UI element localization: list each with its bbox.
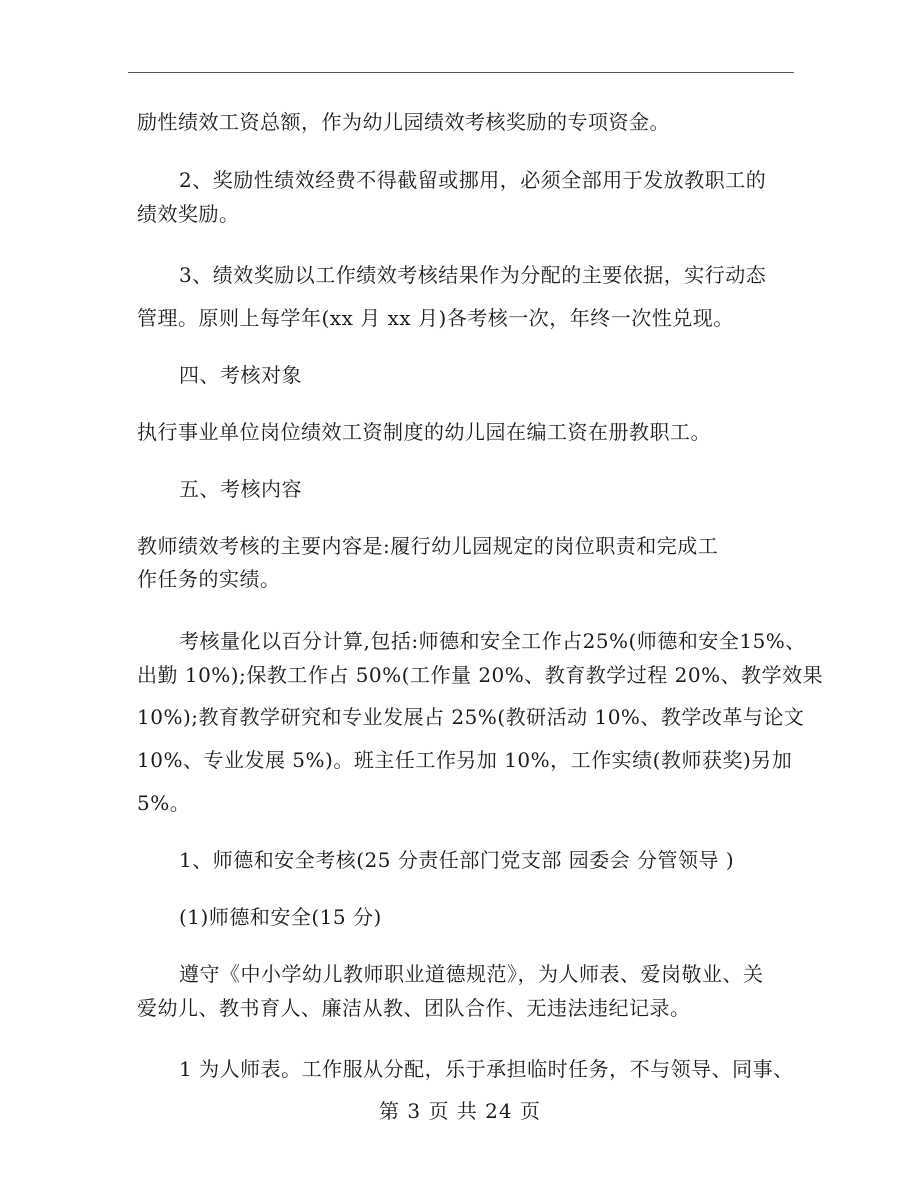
- header-rule: [128, 72, 794, 73]
- paragraph-start: 1 为人师表。工作服从分配，乐于承担临时任务，不与领导、同事、: [179, 1057, 794, 1081]
- section-heading: 五、考核内容: [179, 477, 302, 501]
- text-line: 绩效奖励。: [137, 202, 240, 226]
- paragraph-start: 2、奖励性绩效经费不得截留或挪用，必须全部用于发放教职工的: [179, 168, 767, 192]
- text-line: 励性绩效工资总额，作为幼儿园绩效考核奖励的专项资金。: [137, 110, 670, 134]
- text-line: 5%。: [137, 791, 191, 815]
- section-heading: 四、考核对象: [179, 363, 302, 387]
- text-line: 作任务的实绩。: [137, 567, 281, 591]
- paragraph-start: 遵守《中小学幼儿教师职业道德规范》，为人师表、爱岗敬业、关: [179, 962, 764, 986]
- paragraph-start: 考核量化以百分计算,包括:师德和安全工作占25%(师德和安全15%、: [179, 629, 806, 653]
- text-line: 出勤 10%);保教工作占 50%(工作量 20%、教育教学过程 20%、教学效果: [137, 663, 824, 687]
- text-line: 10%、专业发展 5%)。班主任工作另加 10%，工作实绩(教师获奖)另加: [137, 748, 793, 772]
- text-line: 管理。原则上每学年(xx 月 xx 月)各考核一次，年终一次性兑现。: [137, 306, 734, 330]
- paragraph-start: 教师绩效考核的主要内容是:履行幼儿园规定的岗位职责和完成工: [137, 534, 719, 558]
- subsection-heading: (1)师德和安全(15 分): [179, 905, 382, 929]
- paragraph-start: 3、绩效奖励以工作绩效考核结果作为分配的主要依据，实行动态: [179, 263, 767, 287]
- page-number: 第 3 页 共 24 页: [379, 1099, 541, 1123]
- subsection-heading: 1、师德和安全考核(25 分责任部门党支部 园委会 分管领导 ): [179, 848, 735, 872]
- text-line: 10%);教育教学研究和专业发展占 25%(教研活动 10%、教学改革与论文: [137, 705, 805, 729]
- text-line: 爱幼儿、教书育人、廉洁从教、团队合作、无违法违纪记录。: [137, 996, 691, 1020]
- text-line: 执行事业单位岗位绩效工资制度的幼儿园在编工资在册教职工。: [137, 420, 711, 444]
